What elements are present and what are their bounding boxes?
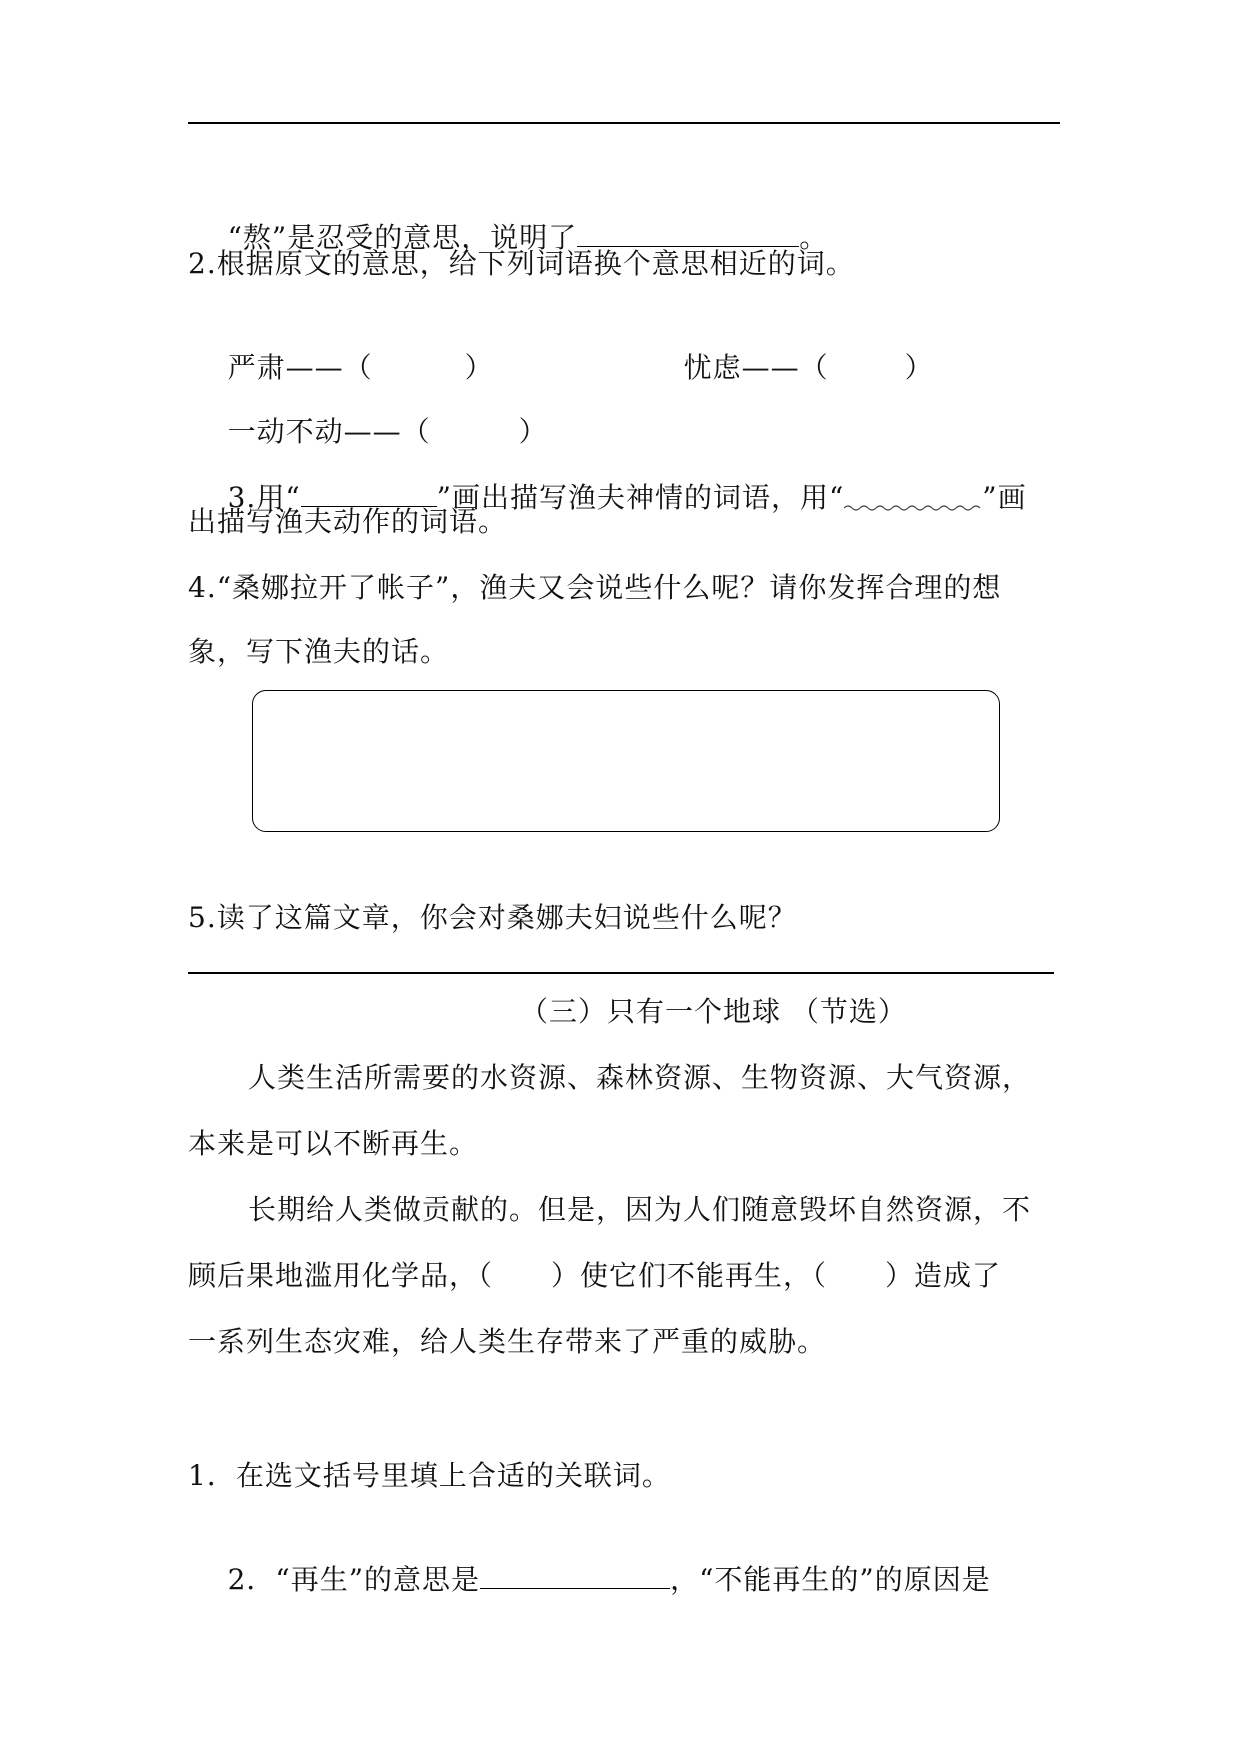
q4-line-2: 象，写下渔夫的话。	[188, 635, 450, 668]
q2-close: ）	[904, 351, 934, 384]
s3-q2	[188, 1520, 991, 1640]
q1-end: 。	[799, 221, 829, 254]
para2-line-2: 顾后果地滥用化学品，（ ）使它们不能再生，（ ）造成了	[188, 1259, 1002, 1292]
q5-text: 5.读了这篇文章，你会对桑娜夫妇说些什么呢？	[188, 901, 797, 934]
s3-q1: 1．在选文括号里填上合适的关联词。	[188, 1459, 671, 1492]
s3q2-text: 2．“再生”的意思是	[227, 1563, 481, 1596]
q2-prompt: 2.根据原文的意思，给下列词语换个意思相近的词。	[188, 247, 855, 280]
answer-box[interactable]	[252, 690, 1000, 832]
q2-item-2	[644, 308, 934, 428]
q3-line-2: 出描写渔夫动作的词语。	[188, 505, 508, 538]
q2-word: 忧虑——（	[683, 351, 829, 384]
q3-text: ”画出描写渔夫神情的词语，用“	[436, 481, 845, 514]
q3-text: 3.用“	[227, 481, 301, 514]
answer-line	[188, 972, 1054, 974]
para2-line-1: 长期给人类做贡献的。但是，因为人们随意毁坏自然资源，不	[248, 1193, 1032, 1226]
q3-text: ”画	[982, 481, 1027, 514]
q1-text: “熬”是忍受的意思，说明了	[227, 221, 578, 254]
para1-line-1: 人类生活所需要的水资源、森林资源、生物资源、大气资源，	[248, 1061, 1032, 1094]
para2-line-3: 一系列生态灾难，给人类生存带来了严重的威胁。	[188, 1325, 827, 1358]
para1-line-2: 本来是可以不断再生。	[188, 1127, 479, 1160]
q2-close: ）	[518, 415, 548, 448]
wavy-underline-sample	[844, 481, 982, 507]
q2-word: 一动不动——（	[227, 415, 431, 448]
section-title: （三）只有一个地球 （节选）	[520, 995, 907, 1028]
s3q2-blank[interactable]	[480, 1562, 670, 1589]
q2-close: ）	[464, 351, 494, 384]
q1-blank[interactable]	[577, 220, 799, 247]
answer-line	[188, 122, 1060, 124]
q4-line-1: 4.“桑娜拉开了帐子”，渔夫又会说些什么呢？请你发挥合理的想	[188, 571, 1002, 604]
s3q2-text: ，“不能再生的”的原因是	[670, 1563, 991, 1596]
q2-word: 严肃——（	[227, 351, 373, 384]
